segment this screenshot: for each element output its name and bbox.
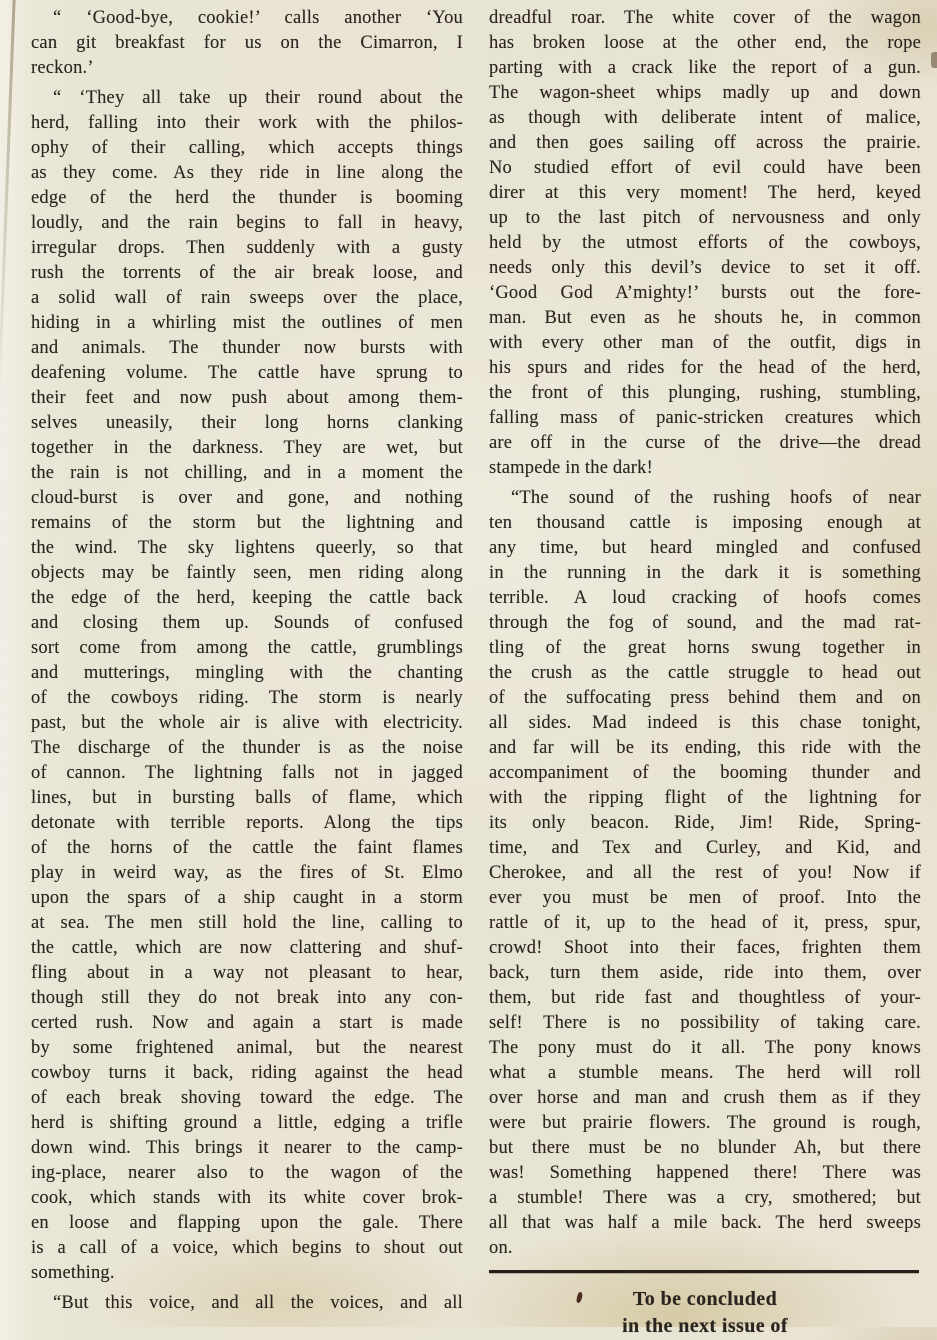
text-line: remains of the storm but the lightning and xyxy=(31,513,463,533)
text-line: falling mass of panic-stricken creatures which xyxy=(489,408,921,428)
text-line: all sides. Mad indeed is this chase tonight, xyxy=(489,713,921,733)
to-be-concluded-note xyxy=(489,1286,921,1340)
text-line: ing-place, nearer also to the wagon of the xyxy=(31,1163,463,1183)
text-line: rush the torrents of the air break loose, and xyxy=(31,263,463,283)
text-line: deafening volume. The cattle have sprung to xyxy=(31,363,463,383)
text-line: over horse and man and crush them as if they xyxy=(489,1088,921,1108)
text-line: a stumble! There was a cry, smothered; but xyxy=(489,1188,921,1208)
right-column xyxy=(489,6,921,1340)
text-line: them, but ride fast and thoughtless of your- xyxy=(489,988,921,1008)
text-line: the wind. The sky lightens queerly, so that xyxy=(31,538,463,558)
text-line: parting with a crack like the report of a gun. xyxy=(489,58,921,78)
text-line: en loose and flapping upon the gale. There xyxy=(31,1213,463,1233)
text-line: certed rush. Now and again a start is made xyxy=(31,1013,463,1033)
text-line: “ ‘They all take up their round about the xyxy=(53,88,463,108)
text-line: of the suffocating press behind them and on xyxy=(489,688,921,708)
text-line: on. xyxy=(489,1238,513,1258)
text-line: terrible. A loud cracking of hoofs comes xyxy=(489,588,921,608)
text-line: The wagon-sheet whips madly up and down xyxy=(489,83,921,103)
text-line: reckon.’ xyxy=(31,58,94,78)
right-column-paragraphs xyxy=(489,6,921,1261)
text-line: down wind. This brings it nearer to the camp- xyxy=(31,1138,463,1158)
text-line: time, and Tex and Curley, and Kid, and xyxy=(489,838,921,858)
page-edge-mark xyxy=(931,52,937,68)
text-line: were but prairie flowers. The ground is rough, xyxy=(489,1113,921,1133)
text-line: detonate with terrible reports. Along the tips xyxy=(31,813,463,833)
text-line: loudly, and the rain begins to fall in heavy, xyxy=(31,213,463,233)
text-line: a solid wall of rain sweeps over the place, xyxy=(31,288,463,308)
text-line: of each break shoving toward the edge. The xyxy=(31,1088,463,1108)
text-line: The pony must do it all. The pony knows xyxy=(489,1038,921,1058)
text-line: their feet and now push about among them- xyxy=(31,388,463,408)
text-line: and mutterings, mingling with the chanting xyxy=(31,663,463,683)
text-line: at sea. The men still hold the line, calling to xyxy=(31,913,463,933)
text-line: though still they do not break into any con- xyxy=(31,988,463,1008)
text-line: and then goes sailing off across the prairie. xyxy=(489,133,921,153)
text-line: No studied effort of evil could have been xyxy=(489,158,921,178)
paragraph xyxy=(489,486,921,1261)
text-line: can git breakfast for us on the Cimarron, I xyxy=(31,33,463,53)
text-line: herd is shifting ground a little, edging a trifle xyxy=(31,1113,463,1133)
text-line: tling of the great horns swung together in xyxy=(489,638,921,658)
text-line: back, turn them aside, ride into them, over xyxy=(489,963,921,983)
section-divider-rule xyxy=(489,1270,919,1273)
text-line: the crush as the cattle struggle to head out xyxy=(489,663,921,683)
text-line: is a call of a voice, which begins to shout out xyxy=(31,1238,463,1258)
text-line: the rain is not chilling, and in a moment the xyxy=(31,463,463,483)
text-line: of the cowboys riding. The storm is nearly xyxy=(31,688,463,708)
text-line: irregular drops. Then suddenly with a gusty xyxy=(31,238,463,258)
text-line: “But this voice, and all the voices, and all xyxy=(53,1293,463,1313)
text-line: The discharge of the thunder is as the noise xyxy=(31,738,463,758)
text-line: selves uneasily, their long horns clanking xyxy=(31,413,463,433)
paragraph xyxy=(489,6,921,481)
paragraph xyxy=(31,86,463,1286)
text-line: of the horns of the cattle the faint flames xyxy=(31,838,463,858)
paragraph xyxy=(31,1291,463,1316)
text-line: ever you must be men of proof. Into the xyxy=(489,888,921,908)
text-line: with every other man of the outfit, digs in xyxy=(489,333,921,353)
text-line: and closing them up. Sounds of confused xyxy=(31,613,463,633)
text-line: held by the utmost efforts of the cowboys, xyxy=(489,233,921,253)
text-line: crowd! Shoot into their faces, frighten them xyxy=(489,938,921,958)
text-line: as they come. As they ride in line along the xyxy=(31,163,463,183)
text-line: was! Something happened there! There was xyxy=(489,1163,921,1183)
text-line: past, but the whole air is alive with electricity. xyxy=(31,713,463,733)
text-line: play in weird way, as the fires of St. Elmo xyxy=(31,863,463,883)
paragraph xyxy=(31,6,463,81)
text-line: cowboy turns it back, riding against the head xyxy=(31,1063,463,1083)
text-line: direr at this very moment! The herd, keyed xyxy=(489,183,921,203)
text-line: with the ripping flight of the lightning for xyxy=(489,788,921,808)
text-line: in the running in the dark it is something xyxy=(489,563,921,583)
text-line: lines, but in bursting balls of flame, which xyxy=(31,788,463,808)
text-line: through the fog of sound, and the mad rat- xyxy=(489,613,921,633)
text-line: edge of the herd the thunder is booming xyxy=(31,188,463,208)
text-line: up to the last pitch of nervousness and only xyxy=(489,208,921,228)
text-line: dreadful roar. The white cover of the wagon xyxy=(489,8,921,28)
text-line: the cattle, which are now clattering and shuf- xyxy=(31,938,463,958)
text-columns xyxy=(31,6,921,1340)
text-line: rattle of it, up to the head of it, press, spur, xyxy=(489,913,921,933)
footer-line: To be concluded xyxy=(632,1288,778,1310)
text-line: upon the spars of a ship caught in a storm xyxy=(31,888,463,908)
text-line: the edge of the herd, keeping the cattle back xyxy=(31,588,463,608)
text-line: what a stumble means. The herd will roll xyxy=(489,1063,921,1083)
text-line: ten thousand cattle is imposing enough at xyxy=(489,513,921,533)
left-column xyxy=(31,6,463,1340)
text-line: “The sound of the rushing hoofs of near xyxy=(511,488,921,508)
text-line: “ ‘Good-bye, cookie!’ calls another ‘You xyxy=(53,8,463,28)
text-line: has broken loose at the other end, the rope xyxy=(489,33,921,53)
text-line: and animals. The thunder now bursts with xyxy=(31,338,463,358)
text-line: accompaniment of the booming thunder and xyxy=(489,763,921,783)
text-line: stampede in the dark! xyxy=(489,458,653,478)
text-line: his spurs and rides for the head of the herd, xyxy=(489,358,921,378)
text-line: are off in the curse of the drive—the dread xyxy=(489,433,921,453)
text-line: by some frightened animal, but the nearest xyxy=(31,1038,463,1058)
text-line: needs only this devil’s device to set it off. xyxy=(489,258,921,278)
text-line: something. xyxy=(31,1263,115,1283)
text-line: ‘Good God A’mighty!’ bursts out the fore- xyxy=(489,283,921,303)
text-line: hiding in a whirling mist the outlines of men xyxy=(31,313,463,333)
text-line: its only beacon. Ride, Jim! Ride, Spring- xyxy=(489,813,921,833)
text-line: herd, falling into their work with the philos- xyxy=(31,113,463,133)
text-line: self! There is no possibility of taking care. xyxy=(489,1013,921,1033)
text-line: man. But even as he shouts he, in common xyxy=(489,308,921,328)
footer-line: in the next issue of xyxy=(622,1315,788,1337)
text-line: objects may be faintly seen, men riding along xyxy=(31,563,463,583)
text-line: and far will be its ending, this ride with the xyxy=(489,738,921,758)
text-line: any time, but heard mingled and confused xyxy=(489,538,921,558)
text-line: ophy of their calling, which accepts things xyxy=(31,138,463,158)
text-line: cloud-burst is over and gone, and nothing xyxy=(31,488,463,508)
text-line: the front of this plunging, rushing, stumbling, xyxy=(489,383,921,403)
text-line: sort come from among the cattle, grumblings xyxy=(31,638,463,658)
text-line: of cannon. The lightning falls not in jagged xyxy=(31,763,463,783)
text-line: together in the darkness. They are wet, but xyxy=(31,438,463,458)
text-line: as though with deliberate intent of malice, xyxy=(489,108,921,128)
text-line: but there must be no blunder Ah, but there xyxy=(489,1138,921,1158)
text-line: cook, which stands with its white cover brok- xyxy=(31,1188,463,1208)
text-line: all that was half a mile back. The herd sweeps xyxy=(489,1213,921,1233)
text-line: fling about in a way not pleasant to hear, xyxy=(31,963,463,983)
text-line: Cherokee, and all the rest of you! Now if xyxy=(489,863,921,883)
